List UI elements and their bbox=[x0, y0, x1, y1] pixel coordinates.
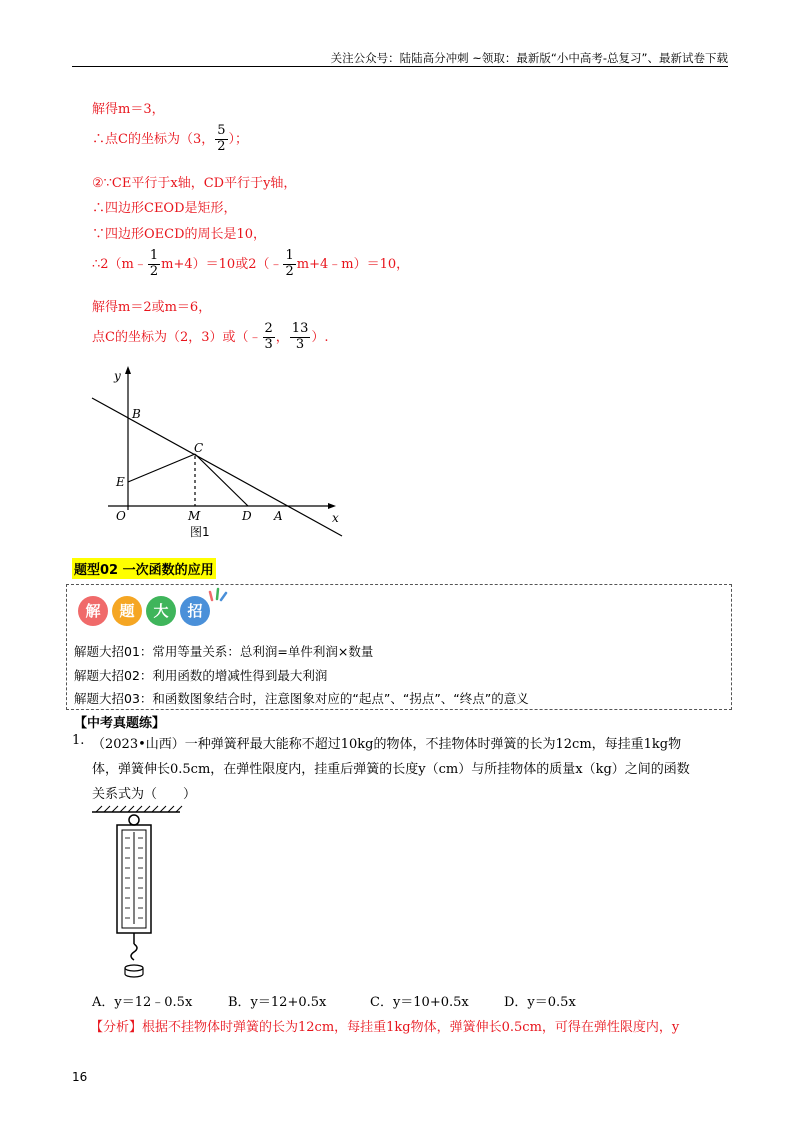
tip-3: 解题大招03：和函数图象结合时，注意图象对应的“起点”、“拐点”、“终点”的意义 bbox=[74, 691, 529, 706]
segment-ec bbox=[128, 454, 195, 482]
badge-zhao: 招 bbox=[180, 596, 210, 626]
solution-line-2 bbox=[92, 124, 248, 155]
fraction-5-2 bbox=[215, 124, 227, 155]
denominator: 2 bbox=[285, 263, 294, 279]
text: ）； bbox=[228, 131, 249, 147]
sparkle-icon bbox=[208, 586, 228, 602]
fraction-1-2 bbox=[283, 249, 295, 280]
numerator: 1 bbox=[149, 248, 159, 263]
figure-caption: 图1 bbox=[190, 525, 210, 539]
question-line-1: （2023•山西）一种弹簧秤最大能称不超过10kg的物体，不挂物体时弹簧的长为12cm，每挂重1kg物 bbox=[92, 737, 682, 752]
tip-1: 解题大招01：常用等量关系：总利润=单件利润×数量 bbox=[74, 644, 374, 659]
label-b: B bbox=[132, 407, 141, 421]
header-divider bbox=[72, 66, 728, 67]
question-line-2: 体，弹簧伸长0.5cm，在弹性限度内，挂重后弹簧的长度y（cm）与所挂物体的质量x（kg）之间的函数 bbox=[92, 762, 690, 777]
label-x: x bbox=[332, 511, 339, 525]
x-axis-arrow bbox=[328, 503, 336, 509]
text: ∴点C的坐标为（3， bbox=[92, 131, 215, 147]
label-o: O bbox=[116, 509, 126, 523]
numerator: 1 bbox=[285, 248, 294, 263]
page-header: 关注公众号：陆陆高分冲刺 ~领取：最新版“小中高考-总复习”、最新试卷下载 bbox=[330, 51, 728, 65]
zhongkao-title: 【中考真题练】 bbox=[74, 716, 166, 731]
question-line-3: 关系式为（ ） bbox=[92, 787, 197, 802]
option-b: B．y＝12+0.5x bbox=[228, 995, 327, 1010]
text: ， bbox=[275, 329, 289, 345]
fraction-1-2 bbox=[148, 249, 160, 280]
label-c: C bbox=[194, 441, 204, 455]
spring-scale-illustration bbox=[88, 804, 188, 984]
question-number: 1. bbox=[72, 733, 85, 748]
y-axis-arrow bbox=[125, 366, 131, 374]
label-m: M bbox=[188, 509, 201, 523]
text: m+4）＝10或2（﹣ bbox=[161, 256, 283, 272]
analysis-line: 【分析】根据不挂物体时弹簧的长为12cm，每挂重1kg物体，弹簧伸长0.5cm，可得在弹性限度内，y bbox=[90, 1020, 680, 1035]
geometry-figure bbox=[80, 364, 360, 550]
text: ）. bbox=[311, 329, 329, 345]
solution-line-4: ∴四边形CEOD是矩形， bbox=[92, 201, 237, 216]
denominator: 2 bbox=[217, 138, 226, 154]
solution-line-5: ∵四边形OECD的周长是10， bbox=[92, 227, 267, 242]
label-d: D bbox=[242, 509, 252, 523]
numerator: 2 bbox=[264, 321, 273, 336]
solution-line-3: ②∵CE平行于x轴，CD平行于y轴， bbox=[92, 176, 297, 191]
option-a: A．y＝12﹣0.5x bbox=[92, 995, 193, 1010]
denominator: 3 bbox=[264, 336, 273, 352]
option-d: D．y＝0.5x bbox=[504, 995, 576, 1010]
numerator: 13 bbox=[291, 321, 309, 336]
label-a: A bbox=[274, 509, 283, 523]
solution-line-1: 解得m＝3， bbox=[92, 102, 165, 117]
text: 点C的坐标为（2，3）或（﹣ bbox=[92, 329, 262, 345]
solution-line-7: 解得m＝2或m＝6， bbox=[92, 300, 212, 315]
denominator: 3 bbox=[295, 336, 305, 352]
fraction-2-3 bbox=[263, 322, 275, 353]
text: m+4﹣m）＝10， bbox=[296, 256, 410, 272]
label-e: E bbox=[116, 475, 125, 489]
option-c: C．y＝10+0.5x bbox=[370, 995, 469, 1010]
solution-line-8 bbox=[92, 322, 328, 353]
solution-line-6 bbox=[92, 249, 409, 280]
badge-da: 大 bbox=[146, 596, 176, 626]
section-title: 题型02 一次函数的应用 bbox=[72, 558, 216, 579]
tip-2: 解题大招02：利用函数的增减性得到最大利润 bbox=[74, 668, 328, 683]
numerator: 5 bbox=[217, 123, 226, 138]
label-y: y bbox=[114, 369, 121, 383]
badge-ti: 题 bbox=[112, 596, 142, 626]
fraction-13-3 bbox=[290, 322, 311, 353]
line-ab bbox=[92, 398, 342, 536]
text: ∴2（m﹣ bbox=[92, 256, 147, 272]
badge-jie: 解 bbox=[78, 596, 108, 626]
page-number: 16 bbox=[72, 1070, 88, 1084]
denominator: 2 bbox=[149, 263, 159, 279]
